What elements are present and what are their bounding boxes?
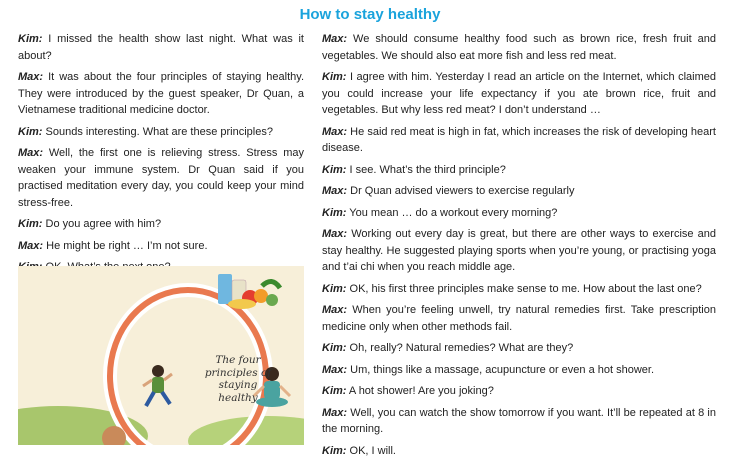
page-title: How to stay healthy — [299, 6, 441, 23]
dialogue-text: OK, his first three principles make sense to me. How about the last one? — [346, 282, 702, 295]
dialogue-text: Um, things like a massage, acupuncture or even a hot shower. — [347, 363, 655, 376]
speaker-name: Max: — [322, 125, 348, 138]
dialogue-turn — [322, 31, 716, 64]
dialogue-text: I agree with him. Yesterday I read an article on the Internet, which claimed you could increase your life expectancy if you ate brown rice, fruit and vegetables. But why less red meat? I don’t understand … — [322, 71, 716, 116]
speaker-name: Max: — [322, 304, 348, 316]
dialogue-turn — [322, 405, 716, 438]
four-principles-illustration — [18, 266, 304, 445]
speaker-name: Max: — [322, 185, 348, 197]
speaker-name: Kim: — [322, 71, 347, 83]
dialogue-turn — [322, 69, 716, 119]
dialogue-text: We should consume healthy food such as brown rice, fresh fruit and vegetables. We should also eat more fish and less red meat. — [322, 33, 716, 62]
dialogue-turn — [322, 281, 716, 298]
dialogue-text: Working out every day is great, but there are other ways to exercise and stay healthy. He suggested playing sports when you’re young, or practising yoga and t’ai chi when you reach middle age. — [322, 228, 716, 273]
dialogue-turn — [18, 216, 304, 233]
dialogue-turn — [18, 124, 304, 141]
dialogue-turn — [18, 145, 304, 211]
dialogue-text: I missed the health show last night. What was it about? — [18, 33, 304, 62]
dialogue-text: You mean … do a workout every morning? — [346, 206, 558, 219]
dialogue-text: OK, I will. — [346, 444, 396, 457]
dialogue-text: Do you agree with him? — [42, 218, 162, 230]
dialogue-turn — [322, 362, 716, 379]
dialogue-turn — [322, 205, 716, 222]
speaker-name: Max: — [322, 228, 348, 240]
dialogue-turn — [18, 238, 304, 255]
dialogue-turn — [322, 302, 716, 335]
speaker-name: Kim: — [322, 282, 347, 295]
dialogue-turn — [322, 340, 716, 357]
dialogue-text: When you’re feeling unwell, try natural remedies first. Take prescription medicine only when other methods fail. — [322, 304, 716, 333]
speaker-name: Max: — [18, 147, 44, 159]
dialogue-turn — [18, 31, 304, 64]
illustration-caption: The four principles of staying healthy — [204, 354, 272, 404]
dialogue-turn — [322, 162, 716, 179]
speaker-name: Max: — [18, 71, 44, 83]
dialogue-text: I see. What’s the third principle? — [346, 163, 506, 176]
dialogue-column-left — [18, 31, 304, 281]
speaker-name: Kim: — [18, 33, 43, 45]
speaker-name: Max: — [322, 33, 348, 45]
dialogue-column-right — [322, 31, 716, 464]
dialogue-text: It was about the four principles of staying healthy. They were introduced by the guest speaker, Dr Quan, a Vietnamese traditional medicine doctor. — [18, 71, 304, 116]
dialogue-text: He said red meat is high in fat, which increases the risk of developing heart disease. — [322, 125, 716, 154]
dialogue-text: A hot shower! Are you joking? — [346, 385, 494, 397]
dialogue-text: He might be right … I’m not sure. — [43, 239, 208, 252]
dialogue-text: Well, you can watch the show tomorrow if you want. It’ll be repeated at 8 in the morning. — [322, 406, 716, 435]
speaker-name: Kim: — [322, 385, 347, 397]
speaker-name: Kim: — [322, 206, 347, 219]
speaker-name: Max: — [322, 406, 348, 419]
speaker-name: Kim: — [322, 163, 347, 176]
dialogue-turn — [322, 383, 716, 400]
dialogue-text: Well, the first one is relieving stress. Stress may weaken your immune system. Dr Quan said if you practised meditation every day, you could keep your mind stress-free. — [18, 147, 304, 209]
dialogue-turn — [322, 124, 716, 157]
speaker-name: Kim: — [322, 342, 347, 354]
dialogue-turn — [18, 69, 304, 119]
dialogue-turn — [322, 226, 716, 276]
dialogue-turn — [322, 183, 716, 200]
speaker-name: Kim: — [322, 444, 347, 457]
speaker-name: Max: — [18, 239, 44, 252]
speaker-name: Kim: — [18, 218, 43, 230]
dialogue-text: Oh, really? Natural remedies? What are they? — [346, 342, 574, 354]
dialogue-text: Dr Quan advised viewers to exercise regularly — [347, 185, 575, 197]
speaker-name: Max: — [322, 363, 348, 376]
dialogue-text: Sounds interesting. What are these principles? — [42, 125, 273, 138]
speaker-name: Kim: — [18, 125, 43, 138]
